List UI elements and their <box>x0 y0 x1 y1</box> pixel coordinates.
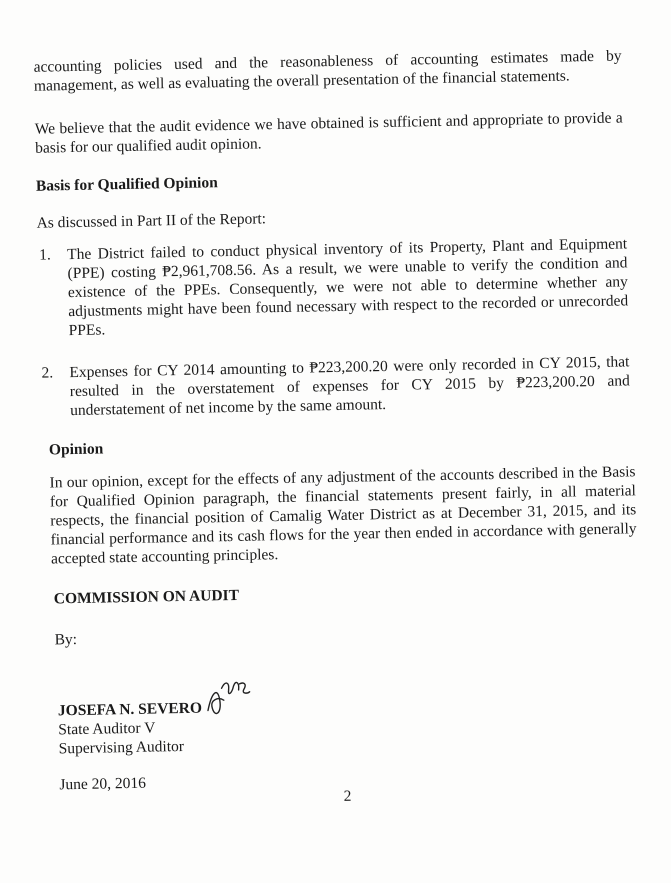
signatory-title-2: Supervising Auditor <box>58 737 185 758</box>
basis-item-2 <box>41 352 630 420</box>
basis-item-text: The District failed to conduct physical inventory of its Property, Plant and Equipment (PPE) costing ₱2,961,708.56. As a result, we were unable to verify the condition and existence of the PPEs. Consequently, we were not able to determine whether any adjustments might have been found necessary with respect to the recorded or unrecorded PPEs. <box>67 235 629 340</box>
signature-date: June 20, 2016 <box>59 774 147 794</box>
opinion-heading: Opinion <box>48 440 104 459</box>
basis-item-text: Expenses for CY 2014 amounting to ₱223,200.20 were only recorded in CY 2015, that resulted in the overstatement of expenses for CY 2015 by ₱223,200.20 and understatement of net income by the same amount. <box>69 353 630 420</box>
intro-paragraph-2: We believe that the audit evidence we have obtained is sufficient and appropriate to provide a basis for our qualified audit opinion. <box>34 109 623 157</box>
signatory-title-1: State Auditor V <box>58 719 156 739</box>
basis-item-1 <box>39 234 629 340</box>
basis-item-number: 1. <box>39 246 52 264</box>
basis-item-number: 2. <box>41 364 54 382</box>
org-name: COMMISSION ON AUDIT <box>53 586 240 608</box>
by-label: By: <box>54 631 78 649</box>
opinion-paragraph: In our opinion, except for the effects of any adjustment of the accounts described in the Basis for Qualified Opinion paragraph, the financial statements present fairly, in all material respects, the financial position of Camalig Water District as at December 31, 2015, and its financial performance and its cash flows for the year then ended in accordance with generally accepted state accounting principles. <box>49 463 637 568</box>
handwritten-signature <box>201 670 254 723</box>
intro-paragraph-1: accounting policies used and the reasonableness of accounting estimates made by management, as well as evaluating the overall presentation of the financial statements. <box>33 47 622 95</box>
signatory-name: JOSEFA N. SEVERO <box>57 699 203 720</box>
page-number: 2 <box>343 787 352 805</box>
basis-lead: As discussed in Part II of the Report: <box>36 210 267 232</box>
basis-heading: Basis for Qualified Opinion <box>35 174 218 195</box>
